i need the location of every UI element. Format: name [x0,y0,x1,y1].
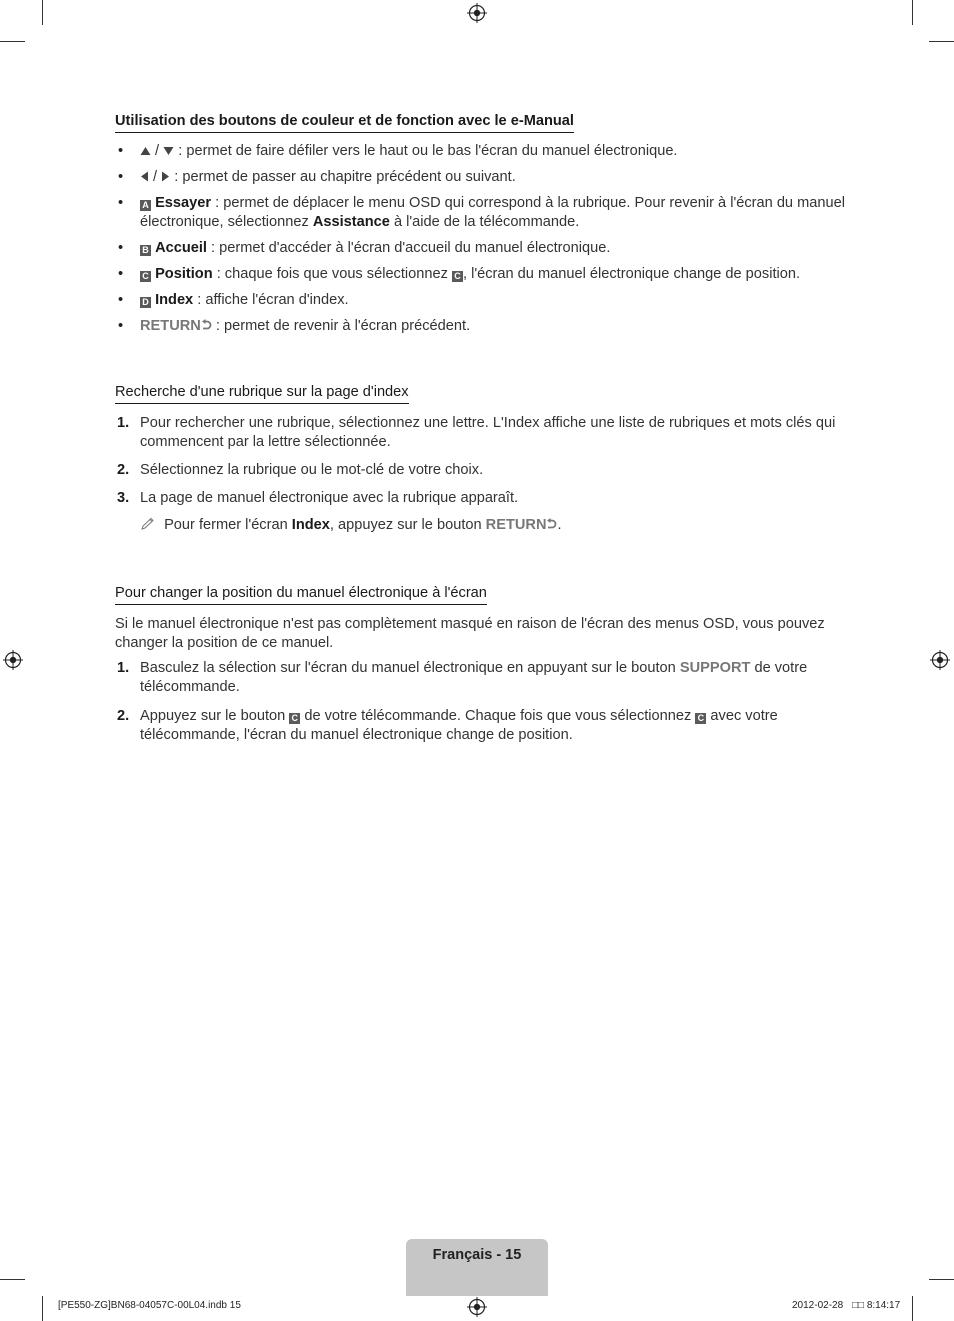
page-content [115,112,845,745]
list-item: • A Essayer : permet de déplacer le menu OSD qui correspond à la rubrique. Pour revenir à l'écran du manuel électronique, sélectionnez Assistance à l'aide de la télécommande. [115,194,845,232]
section-index-search [115,383,845,535]
crop-mark [0,41,25,42]
list-item: • RETURN : permet de revenir à l'écran précédent. [115,317,845,336]
key-a-icon: A [140,200,151,211]
list-item: • / : permet de passer au chapitre précédent ou suivant. [115,168,845,187]
list-item: 3. La page de manuel électronique avec la rubrique apparaît. [117,490,519,506]
crop-mark [929,1279,954,1280]
file-info: [PE550-ZG]BN68-04057C-00L04.indb 15 [58,1300,241,1311]
registration-mark-icon [930,650,950,670]
key-b-icon: B [140,245,151,256]
key-c-icon: C [289,713,300,724]
list-item: 1. Basculez la sélection sur l'écran du manuel électronique en appuyant sur le bouton SUPPORT de votre télécommande. [117,660,808,695]
crop-mark [42,0,43,25]
registration-mark-icon [3,650,23,670]
triangle-left-icon [140,171,149,182]
numbered-list [115,659,845,745]
crop-mark [912,0,913,25]
numbered-list [115,414,845,508]
crop-mark [912,1296,913,1321]
crop-mark [42,1296,43,1321]
section-heading: Recherche d'une rubrique sur la page d'index [115,383,409,404]
triangle-down-icon [163,146,174,156]
list-item: 2. Appuyez sur le bouton C de votre télécommande. Chaque fois que vous sélectionnez C avec votre télécommande, l'écran du manuel électronique change de position. [117,708,778,743]
timestamp: 2012-02-28 □□ 8:14:17 [792,1300,901,1311]
page-number-tab [406,1239,548,1296]
registration-mark-icon [467,3,487,23]
return-icon [201,319,212,331]
note: Pour fermer l'écran Index, appuyez sur le bouton RETURN . [115,516,845,535]
pencil-note-icon [140,517,156,531]
list-item: • D Index : affiche l'écran d'index. [115,291,845,310]
list-item: • C Position : chaque fois que vous sélectionnez C , l'écran du manuel électronique change de position. [115,265,845,284]
list-item: • / : permet de faire défiler vers le haut ou le bas l'écran du manuel électronique. [115,142,845,161]
list-item: • B Accueil : permet d'accéder à l'écran d'accueil du manuel électronique. [115,239,845,258]
section-position [115,584,845,745]
crop-mark [0,1279,25,1280]
crop-mark [929,41,954,42]
triangle-up-icon [140,146,151,156]
key-d-icon: D [140,297,151,308]
registration-mark-icon [467,1297,487,1317]
list-item: 1. Pour rechercher une rubrique, sélectionnez une lettre. L'Index affiche une liste de rubriques et mots clés qui commencent par la lettre sélectionnée. [117,415,836,450]
bullet-list [115,142,845,336]
key-c-icon: C [140,271,151,282]
section-heading: Utilisation des boutons de couleur et de fonction avec le e-Manual [115,112,574,133]
list-item: 2. Sélectionnez la rubrique ou le mot-clé de votre choix. [117,462,484,478]
triangle-right-icon [161,171,170,182]
intro-paragraph: Si le manuel électronique n'est pas complètement masqué en raison de l'écran des menus OSD, vous pouvez changer la position de ce manuel. [115,616,825,651]
key-c-icon: C [452,271,463,282]
key-c-icon: C [695,713,706,724]
section-color-buttons [115,112,845,336]
return-icon [546,518,557,530]
page-number: Français - 15 [432,1247,522,1263]
section-heading: Pour changer la position du manuel électronique à l'écran [115,584,487,605]
